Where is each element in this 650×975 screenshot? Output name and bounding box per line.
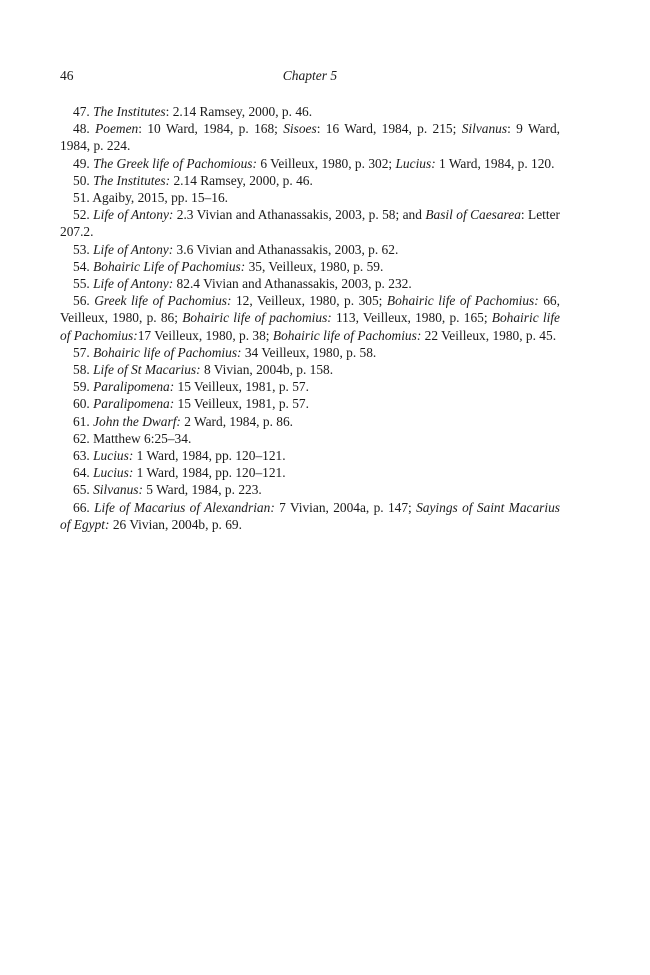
endnote-text: 26 Vivian, 2004b, p. 69. (109, 516, 242, 532)
endnote (60, 189, 560, 206)
endnote-title: Silvanus: (93, 482, 143, 498)
endnote-number: 64. (73, 465, 90, 481)
endnote-title: Bohairic life of pachomius: (182, 310, 332, 326)
endnote-text: 1 Ward, 1984, p. 120. (435, 155, 555, 171)
endnote-text: 3.6 Vivian and Athanassakis, 2003, p. 62. (173, 241, 399, 257)
endnote-text: 15 Veilleux, 1981, p. 57. (174, 396, 309, 412)
endnote (60, 464, 560, 481)
endnote-text: 12, Veilleux, 1980, p. 305; (231, 293, 387, 309)
endnote-number: 56. (73, 293, 90, 309)
endnote (60, 206, 560, 240)
endnote-title: Sayings of Saint Macarius of Egypt: (60, 499, 560, 532)
endnote-title: Paralipomena: (93, 396, 175, 412)
endnote-title: Silvanus (461, 121, 508, 137)
page-number: 46 (60, 68, 74, 83)
endnote-title: Life of Antony: (93, 276, 174, 292)
endnote-number: 52. (73, 207, 90, 223)
endnote-text: 35, Veilleux, 1980, p. 59. (245, 258, 384, 274)
endnote (60, 344, 560, 361)
endnote-text: 15 Veilleux, 1981, p. 57. (174, 379, 309, 395)
running-head: Chapter 5 (282, 68, 338, 83)
endnote-title: Bohairic Life of Pachomius: (93, 258, 246, 274)
endnote (60, 395, 560, 412)
endnote (60, 241, 560, 258)
endnote-number: 62. (73, 430, 90, 446)
endnote-text: Agaiby, 2015, pp. 15–16. (92, 190, 228, 206)
endnote-number: 61. (73, 413, 90, 429)
endnote-text: Matthew 6:25–34. (93, 430, 192, 446)
endnote-title: Bohairic life of Pachomius: (272, 327, 422, 343)
endnotes-list (60, 103, 560, 533)
endnote-title: John the Dwarf: (93, 413, 181, 429)
endnote-text: 1 Ward, 1984, pp. 120–121. (133, 465, 286, 481)
endnote-text: : 9 Ward, 1984, p. 224. (60, 121, 560, 154)
endnote-title: Basil of Caesarea (425, 207, 521, 223)
endnote-text: 2.14 Ramsey, 2000, p. 46. (170, 172, 313, 188)
endnote (60, 258, 560, 275)
endnote-text: 7 Vivian, 2004a, p. 147; (274, 499, 417, 515)
endnote-number: 63. (73, 448, 90, 464)
endnote (60, 172, 560, 189)
endnote (60, 292, 560, 344)
endnote-number: 55. (73, 276, 90, 292)
endnote (60, 481, 560, 498)
endnote-title: Life of Antony: (93, 207, 174, 223)
endnote-text: 2.3 Vivian and Athanassakis, 2003, p. 58; and (173, 207, 426, 223)
endnote (60, 103, 560, 120)
endnote-number: 49. (73, 155, 90, 171)
endnote (60, 361, 560, 378)
endnote-number: 60. (73, 396, 90, 412)
endnote-text: 34 Veilleux, 1980, p. 58. (241, 344, 377, 360)
endnote-text: : Letter 207.2. (60, 207, 560, 240)
endnote-title: Lucius: (93, 448, 134, 464)
endnote-title: Life of Macarius of Alexandrian: (94, 499, 275, 515)
endnote-number: 59. (73, 379, 90, 395)
endnote-text: 5 Ward, 1984, p. 223. (142, 482, 262, 498)
endnote-text: 113, Veilleux, 1980, p. 165; (331, 310, 492, 326)
endnote-title: The Institutes: (93, 172, 171, 188)
endnote (60, 155, 560, 172)
endnote-title: Lucius: (93, 465, 134, 481)
endnote-text: 66, Veilleux, 1980, p. 86; (60, 293, 560, 326)
endnote (60, 120, 560, 154)
endnote-number: 57. (73, 344, 90, 360)
endnote-title: Poemen (95, 121, 139, 137)
endnote-title: Bohairic life of Pachomius: (93, 344, 242, 360)
endnote (60, 430, 560, 447)
endnote-title: Paralipomena: (93, 379, 175, 395)
endnote-number: 50. (73, 172, 90, 188)
endnote (60, 413, 560, 430)
endnote (60, 499, 560, 533)
endnote-title: The Greek life of Pachomious: (93, 155, 257, 171)
endnote (60, 447, 560, 464)
endnote-title: Sisoes (283, 121, 317, 137)
page-header (60, 68, 560, 88)
endnote-number: 54. (73, 258, 90, 274)
endnote-text: 8 Vivian, 2004b, p. 158. (200, 362, 334, 378)
endnote-text: 22 Veilleux, 1980, p. 45. (421, 327, 557, 343)
endnote-title: Greek life of Pachomius: (94, 293, 232, 309)
endnote (60, 275, 560, 292)
endnote-number: 65. (73, 482, 90, 498)
endnote-text: 1 Ward, 1984, pp. 120–121. (133, 448, 286, 464)
endnote-number: 47. (73, 104, 90, 119)
endnote-title: Bohairic life of Pachomius: (386, 293, 539, 309)
endnote-number: 66. (73, 499, 90, 515)
endnote-title: Life of Antony: (93, 241, 174, 257)
endnote-title: Lucius: (395, 155, 436, 171)
endnote-number: 58. (73, 362, 90, 378)
endnote-number: 48. (73, 121, 90, 137)
endnote-number: 51. (73, 190, 90, 206)
endnote-text: : 10 Ward, 1984, p. 168; (138, 121, 284, 137)
page (60, 68, 560, 533)
endnote-text: 17 Veilleux, 1980, p. 38; (137, 327, 273, 343)
endnote-text: : 2.14 Ramsey, 2000, p. 46. (165, 104, 313, 119)
endnote-text: 82.4 Vivian and Athanassakis, 2003, p. 232. (173, 276, 412, 292)
endnote-title: Life of St Macarius: (93, 362, 201, 378)
endnote-text: 6 Veilleux, 1980, p. 302; (256, 155, 396, 171)
endnote-title: Bohairic life of Pachomius: (60, 310, 560, 343)
endnote (60, 378, 560, 395)
endnote-number: 53. (73, 241, 90, 257)
endnote-title: The Institutes (93, 104, 166, 119)
endnote-text: : 16 Ward, 1984, p. 215; (316, 121, 462, 137)
endnote-text: 2 Ward, 1984, p. 86. (180, 413, 294, 429)
